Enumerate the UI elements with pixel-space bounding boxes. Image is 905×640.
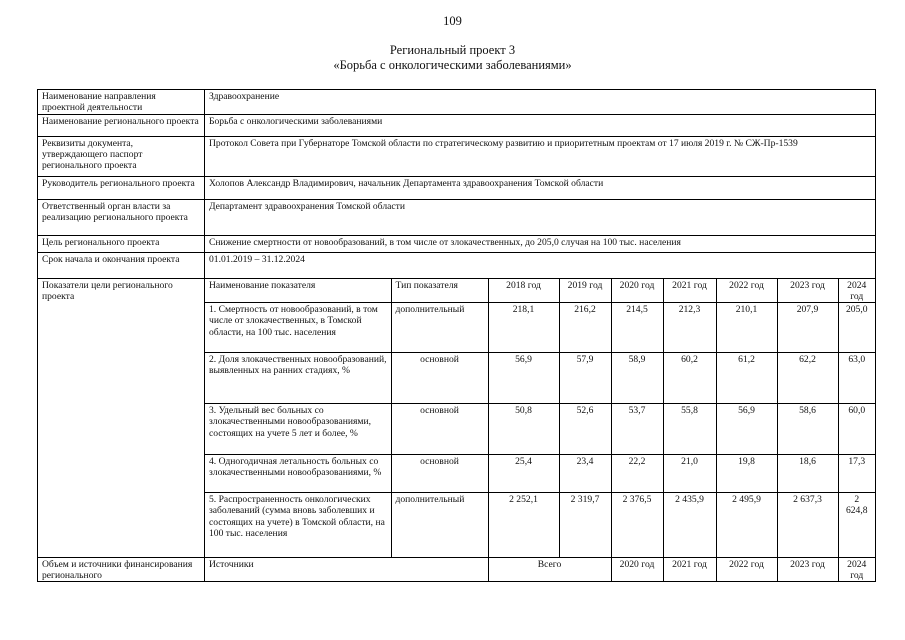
- label-head: Руководитель регионального проекта: [38, 176, 205, 199]
- indicator-value-2021: 21,0: [663, 455, 716, 493]
- value-project: Борьба с онкологическими заболеваниями: [205, 114, 876, 136]
- indicator-name: 4. Одногодичная летальность больных со злокачественными новообразованиями, %: [205, 455, 391, 493]
- title-line-2: «Борьба с онкологическими заболеваниями»: [333, 58, 572, 72]
- indicator-type: дополнительный: [391, 303, 488, 353]
- indicator-value-2022: 19,8: [716, 455, 777, 493]
- header-2023: 2023 год: [777, 279, 838, 303]
- indicator-row: [205, 493, 875, 557]
- indicator-row: [205, 455, 875, 493]
- indicator-value-2023: 58,6: [777, 404, 838, 455]
- indicator-name: 2. Доля злокачественных новообразований, выявленных на ранних стадиях, %: [205, 353, 391, 404]
- value-requisites: Протокол Совета при Губернаторе Томской области по стратегическому развитию и приоритетным проектам от 17 июля 2019 г. № СЖ-Пр-1539: [205, 136, 876, 176]
- indicator-value-2024: 17,3: [838, 455, 875, 493]
- indicator-value-2020: 2 376,5: [611, 493, 663, 557]
- indicator-value-2023: 62,2: [777, 353, 838, 404]
- indicator-value-2024: 60,0: [838, 404, 875, 455]
- indicator-value-2022: 61,2: [716, 353, 777, 404]
- label-period: Срок начала и окончания проекта: [38, 252, 205, 278]
- page-title: [0, 43, 905, 73]
- financing-header: [205, 558, 875, 582]
- row-authority: [38, 199, 876, 235]
- value-head: Холопов Александр Владимирович, начальник Департамента здравоохранения Томской области: [205, 176, 876, 199]
- indicator-value-2020: 214,5: [611, 303, 663, 353]
- value-authority: Департамент здравоохранения Томской области: [205, 199, 876, 235]
- row-requisites: [38, 136, 876, 176]
- financing-table: [205, 558, 875, 582]
- indicators-header: [205, 279, 875, 303]
- label-goal: Цель регионального проекта: [38, 235, 205, 252]
- financing-2021: 2021 год: [663, 558, 716, 582]
- financing-total: Всего: [488, 558, 611, 582]
- financing-sources: Источники: [205, 558, 488, 582]
- row-goal: [38, 235, 876, 252]
- indicator-value-2021: 212,3: [663, 303, 716, 353]
- row-head: [38, 176, 876, 199]
- header-2021: 2021 год: [663, 279, 716, 303]
- value-period: 01.01.2019 – 31.12.2024: [205, 252, 876, 278]
- header-2024: 2024 год: [838, 279, 875, 303]
- indicator-value-2020: 53,7: [611, 404, 663, 455]
- indicator-value-2021: 2 435,9: [663, 493, 716, 557]
- indicator-type: основной: [391, 404, 488, 455]
- financing-2023: 2023 год: [777, 558, 838, 582]
- indicator-value-2019: 52,6: [559, 404, 611, 455]
- financing-2024: 2024 год: [838, 558, 875, 582]
- indicator-value-2018: 218,1: [488, 303, 559, 353]
- indicator-value-2019: 216,2: [559, 303, 611, 353]
- title-line-1: Региональный проект 3: [389, 43, 516, 57]
- financing-2020: 2020 год: [611, 558, 663, 582]
- value-direction: Здравоохранение: [205, 90, 876, 115]
- financing-2022: 2022 год: [716, 558, 777, 582]
- header-2020: 2020 год: [611, 279, 663, 303]
- indicator-value-2020: 58,9: [611, 353, 663, 404]
- indicators-table: [205, 279, 875, 557]
- indicator-type: основной: [391, 353, 488, 404]
- row-period: [38, 252, 876, 278]
- indicator-name: 1. Смертность от новообразований, в том числе от злокачественных, в Томской области, на 100 тыс. населения: [205, 303, 391, 353]
- indicator-value-2024: 2 624,8: [838, 493, 875, 557]
- label-financing: Объем и источники финансирования регионального: [38, 557, 205, 582]
- header-2019: 2019 год: [559, 279, 611, 303]
- indicator-name: 5. Распространенность онкологических заболеваний (сумма вновь заболевших и состоящих на учете) в Томской области, на 100 тыс. населения: [205, 493, 391, 557]
- indicator-value-2019: 23,4: [559, 455, 611, 493]
- header-2022: 2022 год: [716, 279, 777, 303]
- indicator-type: дополнительный: [391, 493, 488, 557]
- indicator-value-2021: 60,2: [663, 353, 716, 404]
- indicator-type: основной: [391, 455, 488, 493]
- indicators-cell: [205, 278, 876, 557]
- indicator-value-2018: 2 252,1: [488, 493, 559, 557]
- indicator-value-2024: 205,0: [838, 303, 875, 353]
- label-direction: Наименование направления проектной деятельности: [38, 90, 205, 115]
- label-project: Наименование регионального проекта: [38, 114, 205, 136]
- indicator-value-2018: 25,4: [488, 455, 559, 493]
- row-project: [38, 114, 876, 136]
- row-direction: [38, 90, 876, 115]
- indicator-value-2023: 2 637,3: [777, 493, 838, 557]
- indicator-value-2019: 2 319,7: [559, 493, 611, 557]
- header-type: Тип показателя: [391, 279, 488, 303]
- indicator-value-2024: 63,0: [838, 353, 875, 404]
- indicator-row: [205, 353, 875, 404]
- label-indicators: Показатели цели регионального проекта: [38, 278, 205, 557]
- passport-table: [37, 89, 876, 582]
- indicator-value-2022: 2 495,9: [716, 493, 777, 557]
- indicator-row: [205, 404, 875, 455]
- row-financing: [38, 557, 876, 582]
- indicator-row: [205, 303, 875, 353]
- indicator-value-2019: 57,9: [559, 353, 611, 404]
- indicator-value-2018: 56,9: [488, 353, 559, 404]
- label-authority: Ответственный орган власти за реализацию регионального проекта: [38, 199, 205, 235]
- indicator-value-2022: 210,1: [716, 303, 777, 353]
- page-number: 109: [443, 14, 462, 28]
- row-indicators: [38, 278, 876, 557]
- header-name: Наименование показателя: [205, 279, 391, 303]
- indicator-value-2020: 22,2: [611, 455, 663, 493]
- header-2018: 2018 год: [488, 279, 559, 303]
- indicator-name: 3. Удельный вес больных со злокачественными новообразованиями, состоящих на учете 5 лет и более, %: [205, 404, 391, 455]
- indicator-value-2021: 55,8: [663, 404, 716, 455]
- indicator-value-2023: 18,6: [777, 455, 838, 493]
- label-requisites: Реквизиты документа, утверждающего паспорт регионального проекта: [38, 136, 205, 176]
- indicator-value-2023: 207,9: [777, 303, 838, 353]
- indicator-value-2022: 56,9: [716, 404, 777, 455]
- indicator-value-2018: 50,8: [488, 404, 559, 455]
- financing-cell: [205, 557, 876, 582]
- value-goal: Снижение смертности от новообразований, в том числе от злокачественных, до 205,0 случая на 100 тыс. населения: [205, 235, 876, 252]
